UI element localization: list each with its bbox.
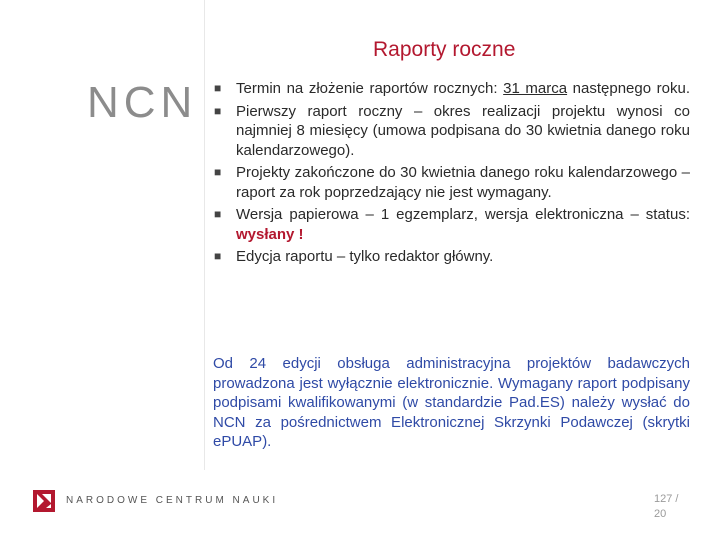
divider-line — [204, 0, 205, 470]
bullet-marker-icon: ■ — [214, 103, 222, 118]
status-sent: wysłany ! — [236, 225, 304, 243]
bullet-marker-icon: ■ — [214, 249, 222, 263]
deadline-date: 31 marca — [503, 80, 568, 97]
bullet-first-report: ■ Pierwszy raport roczny – okres realizacji projektu wynosi co najmniej 8 miesięcy (umowa podpisana do 30 kwietnia danego roku kalendarzowego). — [214, 102, 690, 159]
page-number — [654, 492, 694, 522]
page-total: 20 — [654, 508, 667, 520]
page-current: 127 / — [654, 493, 679, 505]
epuap-paragraph: Od 24 edycji obsługa administracyjna projektów badawczych prowadzona jest wyłącznie elektronicznie. Wymagany raport podpisany podpisami kwalifikowanymi (w standardzie Pad.ES) należy wysłać do NCN za pośrednictwem Elektronicznej Skrzynki Podawczej (skrytki ePUAP). — [213, 355, 690, 450]
bullet-marker-icon: ■ — [214, 207, 222, 221]
bullet-finished-projects: ■ Projekty zakończone do 30 kwietnia danego roku kalendarzowego – raport za rok poprzedzający nie jest wymagany. — [214, 164, 690, 201]
bullet-editing: ■ Edycja raportu – tylko redaktor główny. — [214, 248, 494, 265]
bullet-versions: ■ Wersja papierowa – 1 egzemplarz, wersja elektroniczna – status: wysłany ! — [214, 206, 690, 243]
ncn-logo-text: NCN — [87, 78, 198, 127]
bullet-list — [213, 79, 690, 270]
bullet-marker-icon: ■ — [214, 165, 222, 179]
footer-brand-name: NARODOWE CENTRUM NAUKI — [66, 495, 279, 506]
bullet-marker-icon: ■ — [214, 81, 222, 95]
ncn-logo-icon — [33, 490, 55, 512]
bullet-deadline: ■ Termin na złożenie raportów rocznych: 31 marca następnego roku. — [214, 80, 690, 97]
slide-title: Raporty roczne — [373, 38, 516, 61]
